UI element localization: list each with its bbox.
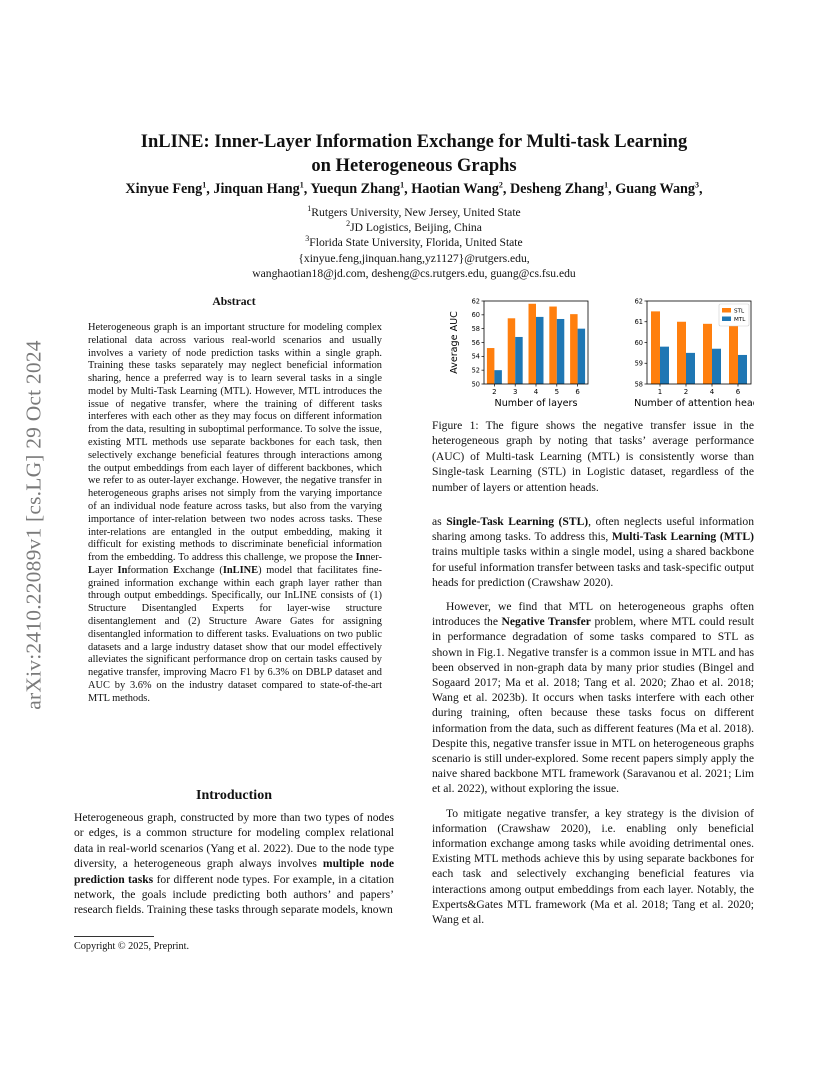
affiliation: $^1$Rutgers University, New Jersey, United State — [307, 204, 521, 219]
copyright-notice: Copyright © 2025, Preprint. — [74, 941, 189, 952]
footnote-rule — [74, 936, 154, 937]
paragraph: as Single-Task Learning (STL), often neglects useful information sharing among tasks. To address this, Multi-Task Learning (MTL) trains multiple tasks within a single model, using a shared backbone for useful information transfer between tasks and task-specific output heads for prediction (Crawshaw 2020). — [432, 515, 755, 589]
introduction-heading: Introduction — [196, 788, 272, 803]
y-tick-label: 50 — [471, 380, 480, 389]
right-column-text — [432, 514, 754, 936]
title-line-1: InLINE: Inner-Layer Information Exchange for Multi-task Learning — [140, 132, 688, 152]
bar-stl — [651, 311, 660, 384]
affiliation: $^3$Florida State University, Florida, United State — [305, 234, 523, 250]
author-list — [60, 181, 768, 198]
bar-mtl — [536, 317, 543, 384]
y-axis-label: Average AUC — [449, 311, 460, 374]
y-tick-label: 60 — [634, 338, 643, 347]
bar-mtl — [712, 349, 721, 384]
x-axis-label: Number of layers — [494, 398, 578, 409]
arxiv-side-identifier — [17, 290, 51, 760]
bar-mtl — [494, 370, 501, 384]
x-tick-label: 6 — [575, 388, 580, 396]
y-tick-label: 58 — [634, 380, 643, 389]
arxiv-identifier-text: arXiv:2410.22089v1 [cs.LG] 29 Oct 2024 — [21, 340, 46, 710]
legend-label: MTL — [734, 316, 746, 323]
email-line: wanghaotian18@jd.com, desheng@cs.rutgers.edu, guang@cs.fsu.edu — [252, 266, 576, 280]
chart-panel-1 — [449, 297, 588, 409]
email-line: {xinyue.feng,jinquan.hang,yz1127}@rutgers.edu, — [298, 251, 530, 265]
affiliations — [74, 205, 754, 281]
legend-swatch — [722, 317, 731, 322]
y-tick-label: 62 — [471, 297, 480, 306]
x-axis-label: Number of attention heads — [634, 398, 754, 409]
bar-mtl — [738, 355, 747, 384]
chart-panel-2 — [634, 297, 754, 409]
author: Guang Wang$^3$, — [615, 180, 703, 197]
bar-stl — [729, 326, 738, 384]
author: Desheng Zhang$^1$, — [509, 180, 616, 197]
title-line-2: on Heterogeneous Graphs — [311, 156, 517, 176]
paragraph: To mitigate negative transfer, a key strategy is the division of information (Crawshaw 2020), i.e. enabling only beneficial information exchange among tasks while avoiding detrimental ones. Existing MTL methods achieve this by using separate backbones for each task and selectively exchanging beneficial features via interactions among output embeddings from each layer. Notably, the Experts&Gates MTL framework (Ma et al. 2018; Tang et al. 2020; Wang et al. — [432, 806, 754, 927]
bar-stl — [549, 307, 556, 384]
author: Haotian Wang$^2$, — [411, 180, 510, 197]
y-tick-label: 61 — [634, 318, 643, 327]
abstract-heading: Abstract — [212, 295, 256, 308]
bar-mtl — [515, 337, 522, 384]
figure-1-caption: Figure 1: The figure shows the negative transfer issue in the heterogeneous graph by noting that tasks’ average performance (AUC) of Multi-task Learning (MTL) is consistently worse than Single-task Learning (STL) in Logistic dataset, regardless of the number of layers or attention heads. — [432, 419, 754, 494]
bar-mtl — [557, 319, 564, 384]
bar-stl — [677, 322, 686, 384]
x-tick-label: 2 — [492, 388, 497, 396]
legend — [719, 304, 749, 326]
x-tick-label: 4 — [533, 388, 539, 396]
y-tick-label: 59 — [634, 359, 643, 368]
y-tick-label: 52 — [471, 366, 480, 375]
y-tick-label: 54 — [471, 352, 480, 361]
paragraph: However, we find that MTL on heterogeneous graphs often introduces the Negative Transfer problem, where MTL could result in performance degradation of some tasks compared to STL as shown in Fig.1. Negative transfer is a common issue in MTL and has been observed in non-graph data by many prior studies (Bingel and Sogaard 2017; Ma et al. 2018; Tang et al. 2020; Zhao et al. 2018; Wang et al. 2023b). It occurs when tasks interfere with each other during training, often because these tasks focus on different information from the data, such as different features (Ma et al. 2018). Despite this, negative transfer issue in MTL on heterogeneous graphs scenario is still under-explored. Some recent papers simply apply the naive shared backbone MTL framework (Saravanou et al. 2021; Lim et al. 2022), without exploring the issue. — [432, 600, 754, 796]
bar-stl — [703, 324, 712, 384]
bar-mtl — [578, 329, 585, 384]
affiliation: $^2$JD Logistics, Beijing, China — [346, 219, 482, 235]
y-tick-label: 58 — [471, 325, 480, 334]
bar-mtl — [686, 353, 695, 384]
bar-mtl — [660, 347, 669, 384]
x-tick-label: 2 — [683, 388, 689, 396]
y-tick-label: 60 — [471, 311, 480, 320]
bar-stl — [529, 304, 536, 384]
y-tick-label: 62 — [634, 297, 643, 306]
paper-title — [74, 130, 754, 178]
x-tick-label: 4 — [709, 388, 715, 396]
introduction-text: Heterogeneous graph, constructed by more than two types of nodes or edges, is a common structure for modeling complex relational data in real-world scenarios (Yang et al. 2022). Due to the node type diversity, a heterogeneous graph always involves multiple node prediction tasks for different node types. For example, in a citation network, the goals include predicting both authors’ and papers’ research fields. Training these tasks through separate models, known — [74, 811, 395, 917]
abstract-text: Heterogeneous graph is an important structure for modeling complex relational data across various real-world scenarios and usually involves a variety of node prediction tasks within a single graph. Training these tasks separately may neglect beneficial information sharing, hence a preferred way is to learn several tasks in a single model by Multi-Task Learning (MTL). However, MTL introduces the issue of negative transfer, where the training of different tasks interferes with each other as they may focus on different information from the data, resulting in suboptimal performance. To solve the issue, existing MTL methods use separate backbones for each task, then selectively exchange beneficial features through interactions among the output embeddings from each layer of different backbones, which we refer to as outer-layer exchange. However, the negative transfer in heterogeneous graphs arises not simply from the varying importance of an individual node feature across tasks, but also from the varying importance of inter-relation between two nodes across tasks. These inter-relations are entangled in the output embedding, making it difficult for existing methods to discriminate beneficial information from the embedding. To address this challenge, we propose the Inner-Layer Information Exchange (InLINE) model that facilitates fine-grained information exchange within each graph layer rather than through output embeddings. Specifically, our InLINE consists of (1) Structure Disentangled Experts for layer-wise structure disentanglement and (2) Structure Aware Gates for assigning disentangled information to different tasks. Evaluations on two public datasets and a large industry dataset show that our model effectively alleviates the significant performance drop on certain tasks caused by negative transfer, improving Macro F1 by 6.3% on DBLP dataset and AUC by 3.6% on the industry dataset compared to state-of-the-art MTL methods. — [88, 322, 382, 704]
x-tick-label: 5 — [554, 388, 560, 396]
bar-stl — [487, 348, 494, 384]
legend-swatch — [722, 308, 731, 313]
auc-bar-charts — [432, 292, 754, 414]
x-tick-label: 6 — [735, 388, 741, 396]
legend-label: STL — [734, 308, 745, 315]
x-tick-label: 1 — [657, 388, 663, 396]
bar-stl — [508, 318, 515, 384]
bar-stl — [570, 314, 577, 384]
author: Xinyue Feng$^1$, — [125, 180, 214, 197]
author: Jinquan Hang$^1$, — [213, 180, 311, 197]
figure-1 — [432, 292, 754, 414]
x-tick-label: 3 — [512, 388, 518, 396]
author: Yuequn Zhang$^1$, — [310, 180, 412, 197]
y-tick-label: 56 — [471, 338, 480, 347]
